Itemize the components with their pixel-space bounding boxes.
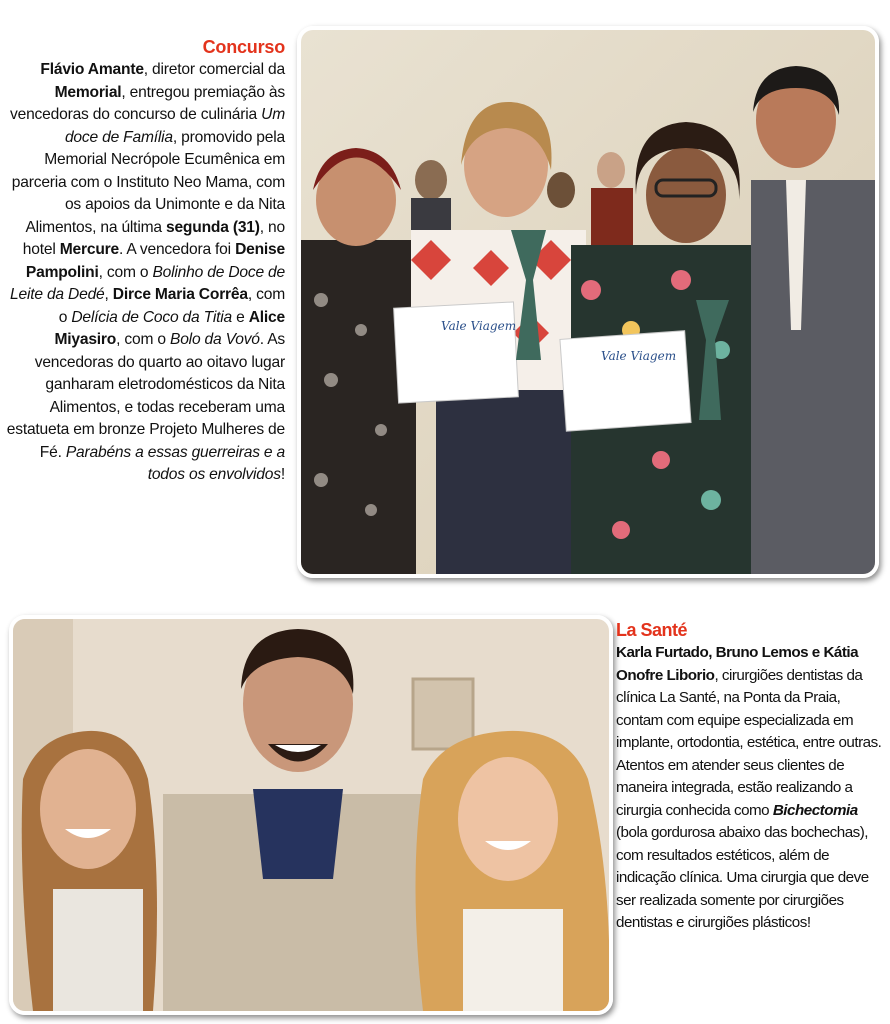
- lasante-photo-illustration: [13, 619, 609, 1011]
- certificate-right: [560, 331, 691, 431]
- concurso-photo: [297, 26, 879, 578]
- text-span: . A vencedora foi: [119, 241, 236, 258]
- concurso-body: [6, 59, 285, 487]
- text-span: , entregou premiação às vencedoras do concurso de culinária: [10, 83, 285, 123]
- concurso-article: [6, 36, 285, 487]
- text-span: !: [280, 466, 285, 483]
- text-span: .: [57, 443, 66, 461]
- winner-name: Denise Pampolini: [25, 241, 285, 281]
- text-span: , cirurgiões dentistas da clínica La Santé, na Ponta da Praia, contam com equipe especializada em implante, ortodontia, estética, entre outras. Atentos em atender seus clientes de maneira integrada, estão realizando a cirurgia conhecida como: [616, 666, 882, 819]
- certificate-left: [394, 302, 519, 403]
- text-span: , no hotel: [22, 218, 285, 258]
- lasante-article: [616, 619, 888, 935]
- text-span: , diretor comercial da: [143, 61, 285, 78]
- lasante-heading: La Santé: [616, 620, 688, 640]
- lasante-photo: [9, 615, 613, 1015]
- winner-name: Alice Miyasiro: [54, 308, 285, 348]
- event-date: segunda (31): [165, 218, 260, 236]
- procedure-name: Bichectomia: [772, 801, 858, 819]
- text-span: ,: [104, 286, 113, 303]
- dentist-names: Karla Furtado, Bruno Lemos e Kátia Onofre Liborio: [616, 644, 859, 684]
- hotel-name: Mercure: [59, 241, 120, 258]
- dish-name: Bolo da Vovó: [170, 331, 260, 348]
- certificate-right-title: Vale Viagem: [601, 349, 677, 363]
- text-span: , com o: [98, 263, 153, 281]
- person-name: Flávio Amante: [40, 61, 144, 78]
- closing-line: Parabéns a essas guerreiras e a todos os envolvidos: [65, 443, 285, 483]
- text-span: e: [231, 308, 249, 326]
- dish-name: Bolinho de Doce de Leite da Dedé: [10, 263, 285, 303]
- lasante-body: [616, 642, 888, 935]
- concurso-photo-illustration: [301, 30, 875, 574]
- dish-name: Delícia de Coco da Titia: [71, 308, 232, 326]
- contest-name: Um doce de Família: [64, 106, 285, 146]
- text-span: (bola gordurosa abaixo das bochechas), com resultados estéticos, além de indicação clínica. Uma cirurgia que deve ser realizada somente por cirurgiões dentistas e cirurgiões plásticos!: [616, 824, 869, 931]
- text-span: , com o: [116, 331, 170, 348]
- concurso-heading: Concurso: [202, 37, 285, 57]
- text-span: , promovido pela Memorial Necrópole Ecumênica em parceria com o Instituto Neo Mama, com os apoios da Unimonte e da Nita Alimentos, na última: [11, 128, 285, 236]
- company-name: Memorial: [54, 83, 122, 101]
- certificate-left-title: Vale Viagem: [441, 319, 517, 333]
- text-span: . As vencedoras do quarto ao oitavo lugar ganharam eletrodomésticos da Nita Alimentos, e todas receberam uma estatueta em bronze Projeto Mulheres de Fé: [6, 331, 285, 461]
- winner-name: Dirce Maria Corrêa: [112, 286, 248, 303]
- text-span: , com o: [58, 286, 285, 326]
